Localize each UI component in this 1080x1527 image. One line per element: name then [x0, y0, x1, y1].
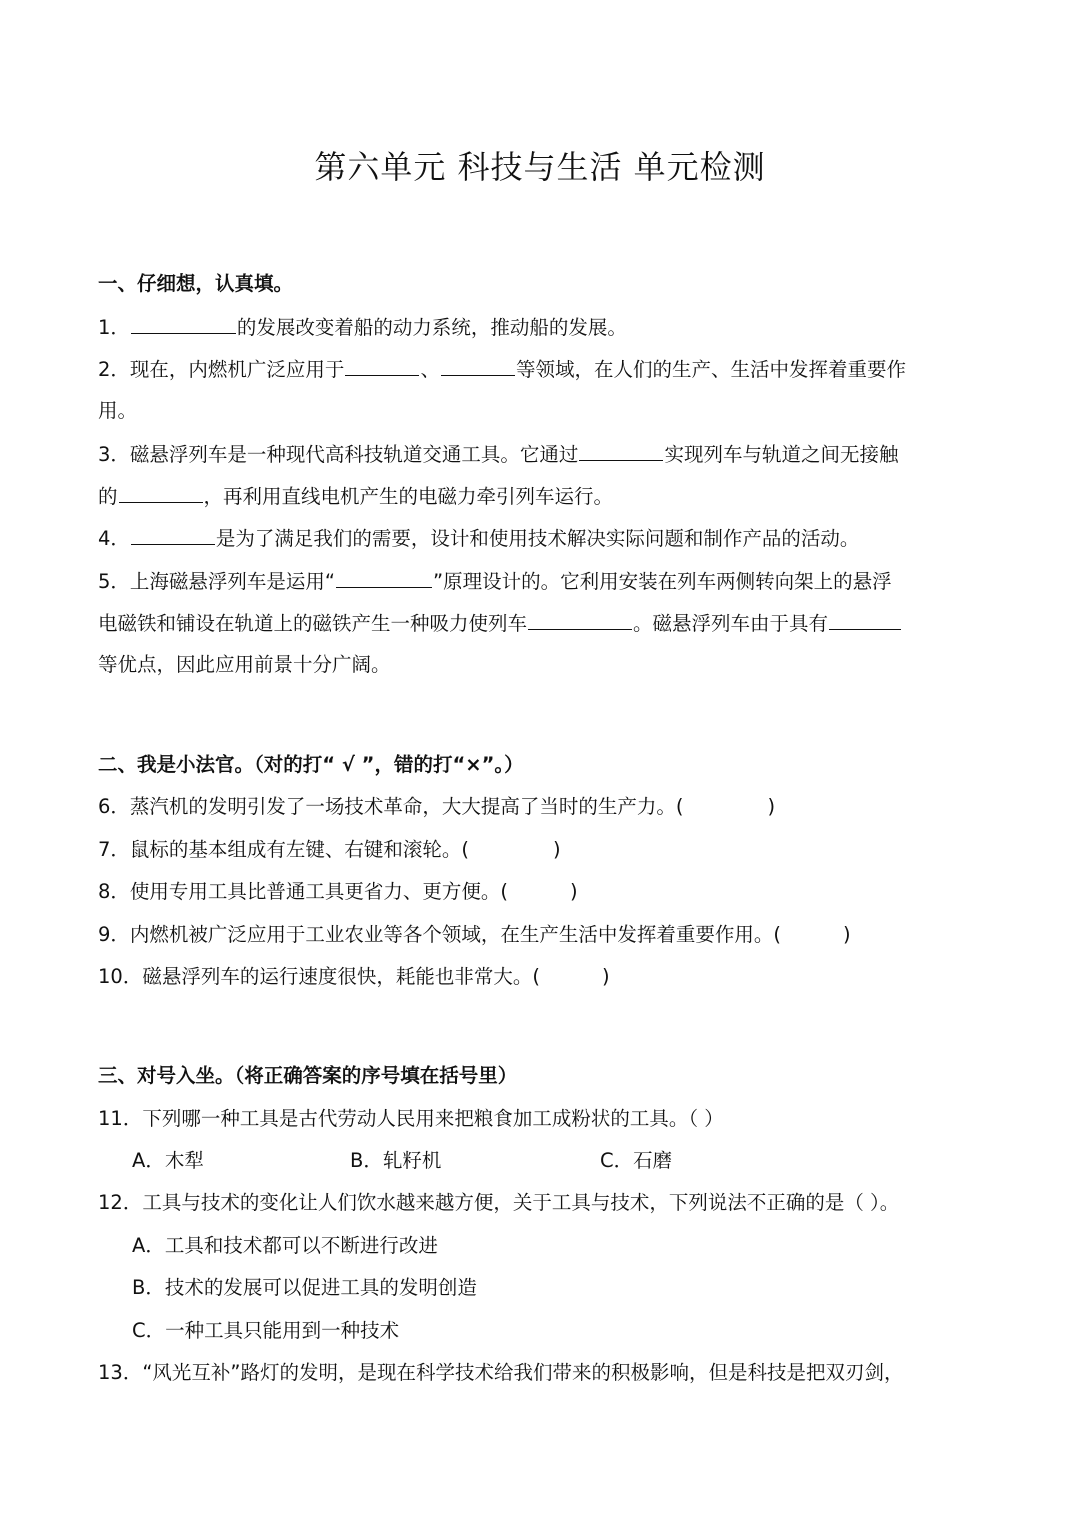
question-2 [98, 355, 988, 384]
question-text: 上海磁悬浮列车是运用“ [129, 570, 336, 593]
close-paren: ) [843, 923, 851, 946]
option-c[interactable]: C．一种工具只能用到一种技术 [132, 1319, 400, 1342]
question-text: 现在，内燃机广泛应用于 [129, 358, 345, 381]
question-number: 5． [98, 570, 130, 593]
answer-blank[interactable] [829, 609, 901, 630]
answer-blank[interactable] [336, 567, 432, 588]
question-text: 是为了满足我们的需要，设计和使用技术解决实际问题和制作产品的活动。 [215, 527, 860, 550]
question-text: 工具与技术的变化让人们饮水越来越方便，关于工具与技术，下列说法不正确的是（ ）。 [142, 1191, 900, 1214]
answer-blank[interactable] [441, 355, 515, 376]
question-text: 的发展改变着船的动力系统，推动船的发展。 [236, 316, 627, 339]
option-b[interactable]: B．轧籽机 [350, 1149, 442, 1172]
question-number: 11． [98, 1107, 143, 1130]
section-heading-choice: 三、对号入坐。（将正确答案的序号填在括号里） [98, 1064, 518, 1087]
question-text: 。磁悬浮列车由于具有 [633, 612, 829, 635]
question-text: “风光互补”路灯的发明，是现在科学技术给我们带来的积极影响，但是科技是把双刃剑， [142, 1361, 904, 1384]
question-number: 13． [98, 1361, 143, 1384]
question-8 [98, 878, 988, 906]
question-4 [98, 524, 988, 553]
section-heading-judge: 二、我是小法官。（对的打“ √ ”，错的打“×”。） [98, 753, 524, 776]
question-12 [98, 1189, 988, 1217]
option-b[interactable]: B．技术的发展可以促进工具的发明创造 [132, 1276, 477, 1299]
question-7 [98, 836, 988, 864]
question-text: 蒸汽机的发明引发了一场技术革命，大大提高了当时的生产力。( [129, 795, 684, 818]
question-6 [98, 793, 988, 821]
question-number: 1． [98, 316, 130, 339]
question-5-cont2: 等优点，因此应用前景十分广阔。 [98, 653, 391, 676]
question-text: 磁悬浮列车的运行速度很快，耗能也非常大。( [142, 965, 540, 988]
answer-blank[interactable] [579, 440, 663, 461]
answer-blank[interactable] [345, 355, 419, 376]
close-paren: ) [601, 965, 610, 988]
answer-blank[interactable] [119, 482, 203, 503]
page-title: 第六单元 科技与生活 单元检测 [314, 148, 766, 186]
question-5 [98, 567, 988, 596]
question-13 [98, 1359, 988, 1387]
question-text: 电磁铁和铺设在轨道上的磁铁产生一种吸力使列车 [98, 612, 528, 635]
question-9 [98, 921, 988, 949]
question-5-cont [98, 609, 988, 638]
question-number: 4． [98, 527, 130, 550]
question-number: 10． [98, 965, 143, 988]
question-text: 实现列车与轨道之间无接触 [664, 443, 899, 466]
question-text: 内燃机被广泛应用于工业农业等各个领域，在生产生活中发挥着重要作用。( [129, 923, 782, 946]
question-2-cont: 用。 [98, 399, 138, 422]
question-text: 使用专用工具比普通工具更省力、更方便。( [129, 880, 509, 903]
question-number: 9． [98, 923, 130, 946]
close-paren: ) [767, 795, 776, 818]
option-c[interactable]: C．石磨 [600, 1149, 673, 1172]
question-text: 磁悬浮列车是一种现代高科技轨道交通工具。它通过 [129, 443, 579, 466]
question-10 [98, 963, 988, 991]
question-3 [98, 440, 988, 469]
question-number: 2． [98, 358, 130, 381]
answer-blank[interactable] [131, 313, 236, 334]
question-text: ”原理设计的。它利用安装在列车两侧转向架上的悬浮 [433, 570, 892, 593]
question-text: 下列哪一种工具是古代劳动人民用来把粮食加工成粉状的工具。（ ） [142, 1107, 724, 1130]
separator: 、 [420, 358, 440, 381]
question-text: 鼠标的基本组成有左键、右键和滚轮。( [129, 838, 470, 861]
question-number: 8． [98, 880, 130, 903]
question-number: 3． [98, 443, 130, 466]
close-paren: ) [553, 838, 561, 861]
question-3-cont [98, 482, 988, 511]
answer-blank[interactable] [131, 524, 215, 545]
question-text: 的 [98, 485, 118, 508]
question-text: 等领域，在人们的生产、生活中发挥着重要作 [515, 358, 906, 381]
close-paren: ) [570, 880, 578, 903]
answer-blank[interactable] [528, 609, 632, 630]
question-number: 6． [98, 795, 130, 818]
section-heading-fill: 一、仔细想，认真填。 [98, 272, 294, 295]
question-number: 12． [98, 1191, 143, 1214]
question-number: 7． [98, 838, 130, 861]
question-1 [98, 313, 988, 342]
question-text: ，再利用直线电机产生的电磁力牵引列车运行。 [203, 485, 614, 508]
question-11 [98, 1105, 988, 1133]
option-a[interactable]: A．工具和技术都可以不断进行改进 [132, 1234, 438, 1257]
option-a[interactable]: A．木犁 [132, 1149, 204, 1172]
